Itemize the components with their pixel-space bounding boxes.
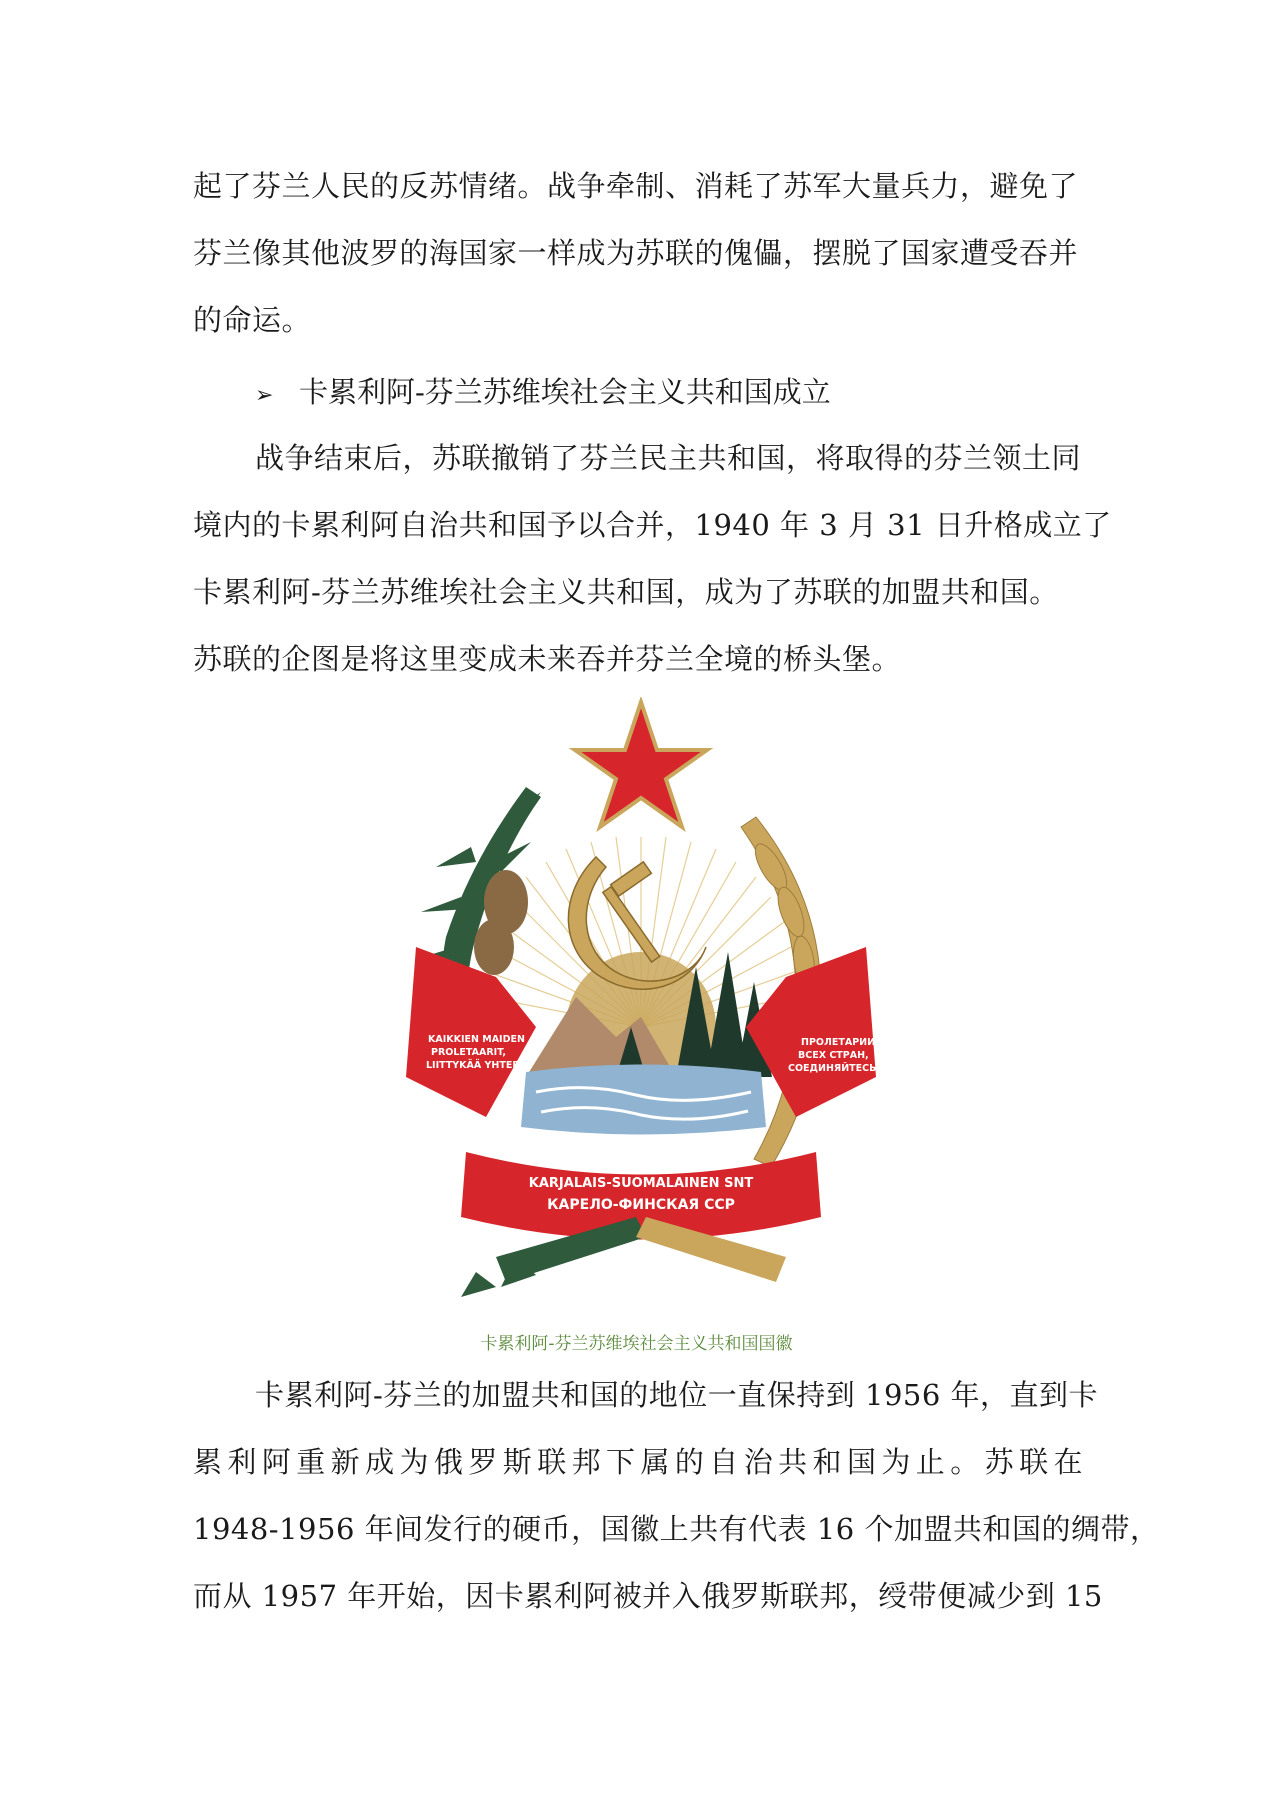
arrow-bullet-icon: ➢	[255, 383, 274, 408]
paragraph-1-line-1: 起了芬兰人民的反苏情绪。战争牵制、消耗了苏军大量兵力，避免了	[193, 169, 1079, 203]
section-heading-text: 卡累利阿-芬兰苏维埃社会主义共和国成立	[299, 375, 831, 409]
paragraph-3-line-2: 累利阿重新成为俄罗斯联邦下属的自治共和国为止。苏联在	[193, 1445, 1083, 1479]
ribbon-left	[406, 947, 536, 1117]
ribbon-right	[746, 947, 881, 1117]
paragraph-2-line-1: 战争结束后，苏联撤销了芬兰民主共和国，将取得的芬兰领土同	[255, 441, 1082, 475]
ribbon-bottom-line-1: KARJALAIS-SUOMALAINEN SNT	[528, 1176, 754, 1191]
paragraph-1-line-3: 的命运。	[193, 303, 312, 337]
paragraph-3-line-3: 1948-1956 年间发行的硬币，国徽上共有代表 16 个加盟共和国的绸带，	[193, 1512, 1160, 1546]
ribbon-bottom-line-2: КАРЕЛО-ФИНСКАЯ ССР	[547, 1197, 735, 1213]
coat-of-arms-image	[376, 697, 906, 1317]
ribbon-left-line-1: KAIKKIEN MAIDEN	[428, 1034, 525, 1045]
ribbon-left-line-2: PROLETAARIT,	[431, 1047, 506, 1058]
ribbon-left-line-3: LIITTYKÄÄ YHTEEN!	[426, 1060, 532, 1071]
red-star	[575, 702, 707, 827]
image-caption: 卡累利阿-芬兰苏维埃社会主义共和国国徽	[480, 1334, 793, 1354]
paragraph-2-line-4: 苏联的企图是将这里变成未来吞并芬兰全境的桥头堡。	[193, 642, 902, 676]
paragraph-2-line-3: 卡累利阿-芬兰苏维埃社会主义共和国，成为了苏联的加盟共和国。	[193, 575, 1059, 609]
paragraph-3-line-1: 卡累利阿-芬兰的加盟共和国的地位一直保持到 1956 年，直到卡	[255, 1378, 1099, 1412]
paragraph-2-line-2: 境内的卡累利阿自治共和国予以合并，1940 年 3 月 31 日升格成立了	[193, 508, 1112, 542]
paragraph-1-line-2: 芬兰像其他波罗的海国家一样成为苏联的傀儡，摆脱了国家遭受吞并	[193, 236, 1079, 270]
ribbon-bottom	[461, 1152, 821, 1240]
ribbon-right-line-2: ВСЕХ СТРАН,	[798, 1050, 869, 1061]
ribbon-right-line-1: ПРОЛЕТАРИИ	[801, 1037, 876, 1048]
ribbon-right-line-3: СОЕДИНЯЙТЕСЬ!	[788, 1063, 881, 1074]
section-heading	[255, 372, 831, 416]
water	[521, 1065, 766, 1135]
paragraph-3-line-4: 而从 1957 年开始，因卡累利阿被并入俄罗斯联邦，绶带便减少到 15	[193, 1579, 1103, 1613]
